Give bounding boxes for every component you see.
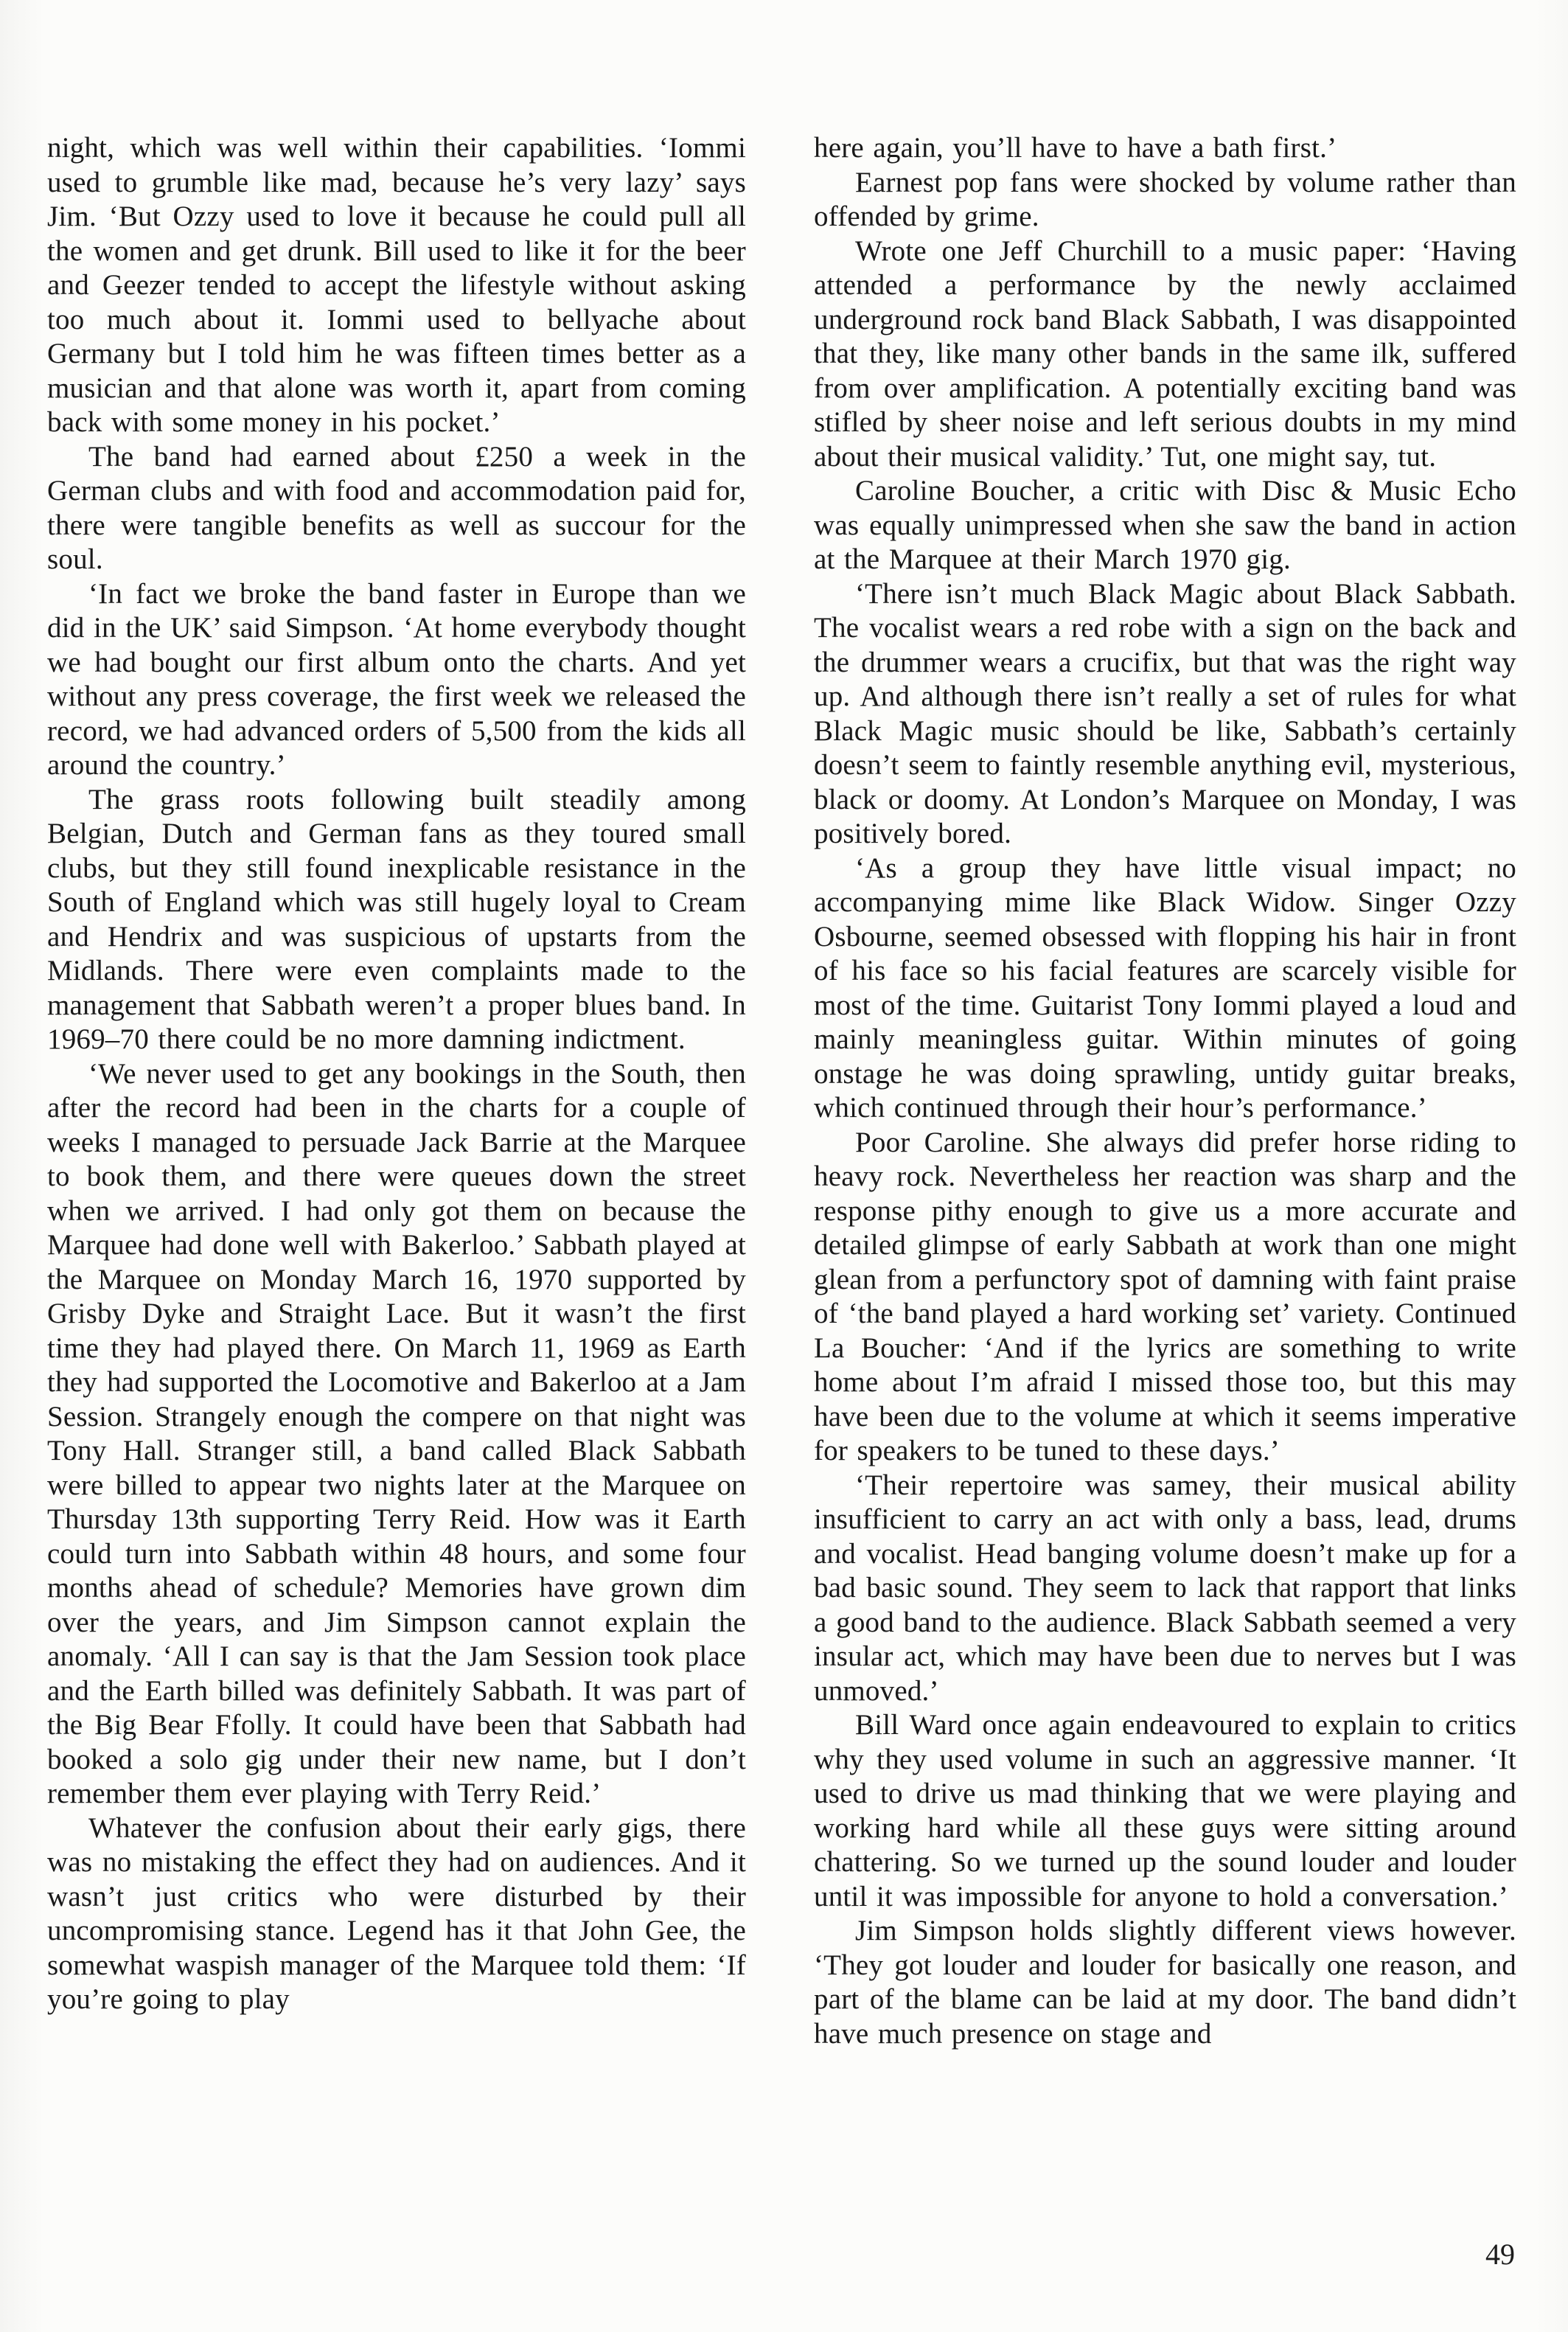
- paragraph: Wrote one Jeff Churchill to a music paper: ‘Having attended a performance by the newly acclaimed underground rock band Black Sabbath, I was disappointed that they, like many other bands in the same ilk, suffered from over amplification. A potentially exciting band was stifled by sheer noise and left serious doubts in my mind about their musical validity.’ Tut, one might say, tut.: [814, 234, 1516, 473]
- paragraph: Whatever the confusion about their early gigs, there was no mistaking the effect they had on audiences. And it wasn’t just critics who were disturbed by their uncompromising stance. Legend has it that John Gee, the somewhat waspish manager of the Marquee told them: ‘If you’re going to play: [47, 1811, 746, 2015]
- paragraph: Poor Caroline. She always did prefer horse riding to heavy rock. Nevertheless her reaction was sharp and the response pithy enough to give us a more accurate and detailed glimpse of early Sabbath at work than one might glean from a perfunctory spot of damning with faint praise of ‘the band played a hard working set’ variety. Continued La Boucher: ‘And if the lyrics are something to write home about I’m afraid I missed those too, but this may have been due to the volume at which it seems imperative for speakers to be tuned to these days.’: [814, 1126, 1516, 1466]
- paragraph: ‘In fact we broke the band faster in Europe than we did in the UK’ said Simpson. ‘At home everybody thought we had bought our first album onto the charts. And yet without any press coverage, the first week we released the record, we had advanced orders of 5,500 from the kids all around the country.’: [47, 577, 746, 781]
- paragraph: ‘As a group they have little visual impact; no accompanying mime like Black Widow. Singer Ozzy Osbourne, seemed obsessed with flopping his hair in front of his face so his facial features are scarcely visible for most of the time. Guitarist Tony Iommi played a loud and mainly meaningless guitar. Within minutes of going onstage he was doing sprawling, untidy guitar breaks, which continued through their hour’s performance.’: [814, 852, 1516, 1124]
- right-column: [814, 131, 1516, 2051]
- paragraph: The grass roots following built steadily among Belgian, Dutch and German fans as they toured small clubs, but they still found inexplicable resistance in the South of England which was still hugely loyal to Cream and Hendrix and was suspicious of upstarts from the Midlands. There were even complaints made to the management that Sabbath weren’t a proper blues band. In 1969–70 there could be no more damning indictment.: [47, 783, 746, 1055]
- paragraph: Jim Simpson holds slightly different views however. ‘They got louder and louder for basically one reason, and part of the blame can be laid at my door. The band didn’t have much presence on stage and: [814, 1915, 1516, 2050]
- paragraph: Caroline Boucher, a critic with Disc & Music Echo was equally unimpressed when she saw the band in action at the Marquee at their March 1970 gig.: [814, 475, 1516, 575]
- paragraph: The band had earned about £250 a week in the German clubs and with food and accommodation paid for, there were tangible benefits as well as succour for the soul.: [47, 440, 746, 575]
- paragraph: night, which was well within their capabilities. ‘Iommi used to grumble like mad, because he’s very lazy’ says Jim. ‘But Ozzy used to love it because he could pull all the women and get drunk. Bill used to like it for the beer and Geezer tended to accept the lifestyle without asking too much about it. Iommi used to bellyache about Germany but I told him he was fifteen times better as a musician and that alone was worth it, apart from coming back with some money in his pocket.’: [47, 132, 746, 438]
- paragraph: ‘We never used to get any bookings in the South, then after the record had been in the charts for a couple of weeks I managed to persuade Jack Barrie at the Marquee to book them, and there were queues down the street when we arrived. I had only got them on because the Marquee had done well with Bakerloo.’ Sabbath played at the Marquee on Monday March 16, 1970 supported by Grisby Dyke and Straight Lace. But it wasn’t the first time they had played there. On March 11, 1969 as Earth they had supported the Locomotive and Bakerloo at a Jam Session. Strangely enough the compere on that night was Tony Hall. Stranger still, a band called Black Sabbath were billed to appear two nights later at the Marquee on Thursday 13th supporting Terry Reid. How was it Earth could turn into Sabbath within 48 hours, and some four months ahead of schedule? Memories have grown dim over the years, and Jim Simpson cannot explain the anomaly. ‘All I can say is that the Jam Session took place and the Earth billed was definitely Sabbath. It was part of the Big Bear Ffolly. It could have been that Sabbath had booked a solo gig under their new name, but I don’t remember them ever playing with Terry Reid.’: [47, 1057, 746, 1809]
- left-column: [47, 131, 746, 2017]
- paragraph: ‘Their repertoire was samey, their musical ability insufficient to carry an act with only a bass, lead, drums and vocalist. Head banging volume doesn’t make up for a bad basic sound. They seem to lack that rapport that links a good band to the audience. Black Sabbath seemed a very insular act, which may have been due to nerves but I was unmoved.’: [814, 1469, 1516, 1707]
- paragraph: Bill Ward once again endeavoured to explain to critics why they used volume in such an aggressive manner. ‘It used to drive us mad thinking that we were playing and working hard while all these guys were sitting around chattering. So we turned up the sound louder and louder until it was impossible for anyone to hold a conversation.’: [814, 1709, 1516, 1912]
- paragraph: Earnest pop fans were shocked by volume rather than offended by grime.: [814, 166, 1516, 232]
- page-number: 49: [1485, 2238, 1515, 2271]
- paragraph: ‘There isn’t much Black Magic about Black Sabbath. The vocalist wears a red robe with a sign on the back and the drummer wears a crucifix, but that was the right way up. And although there isn’t really a set of rules for what Black Magic music should be like, Sabbath’s certainly doesn’t seem to faintly resemble anything evil, mysterious, black or doomy. At London’s Marquee on Monday, I was positively bored.: [814, 577, 1516, 849]
- paragraph: here again, you’ll have to have a bath first.’: [814, 132, 1337, 164]
